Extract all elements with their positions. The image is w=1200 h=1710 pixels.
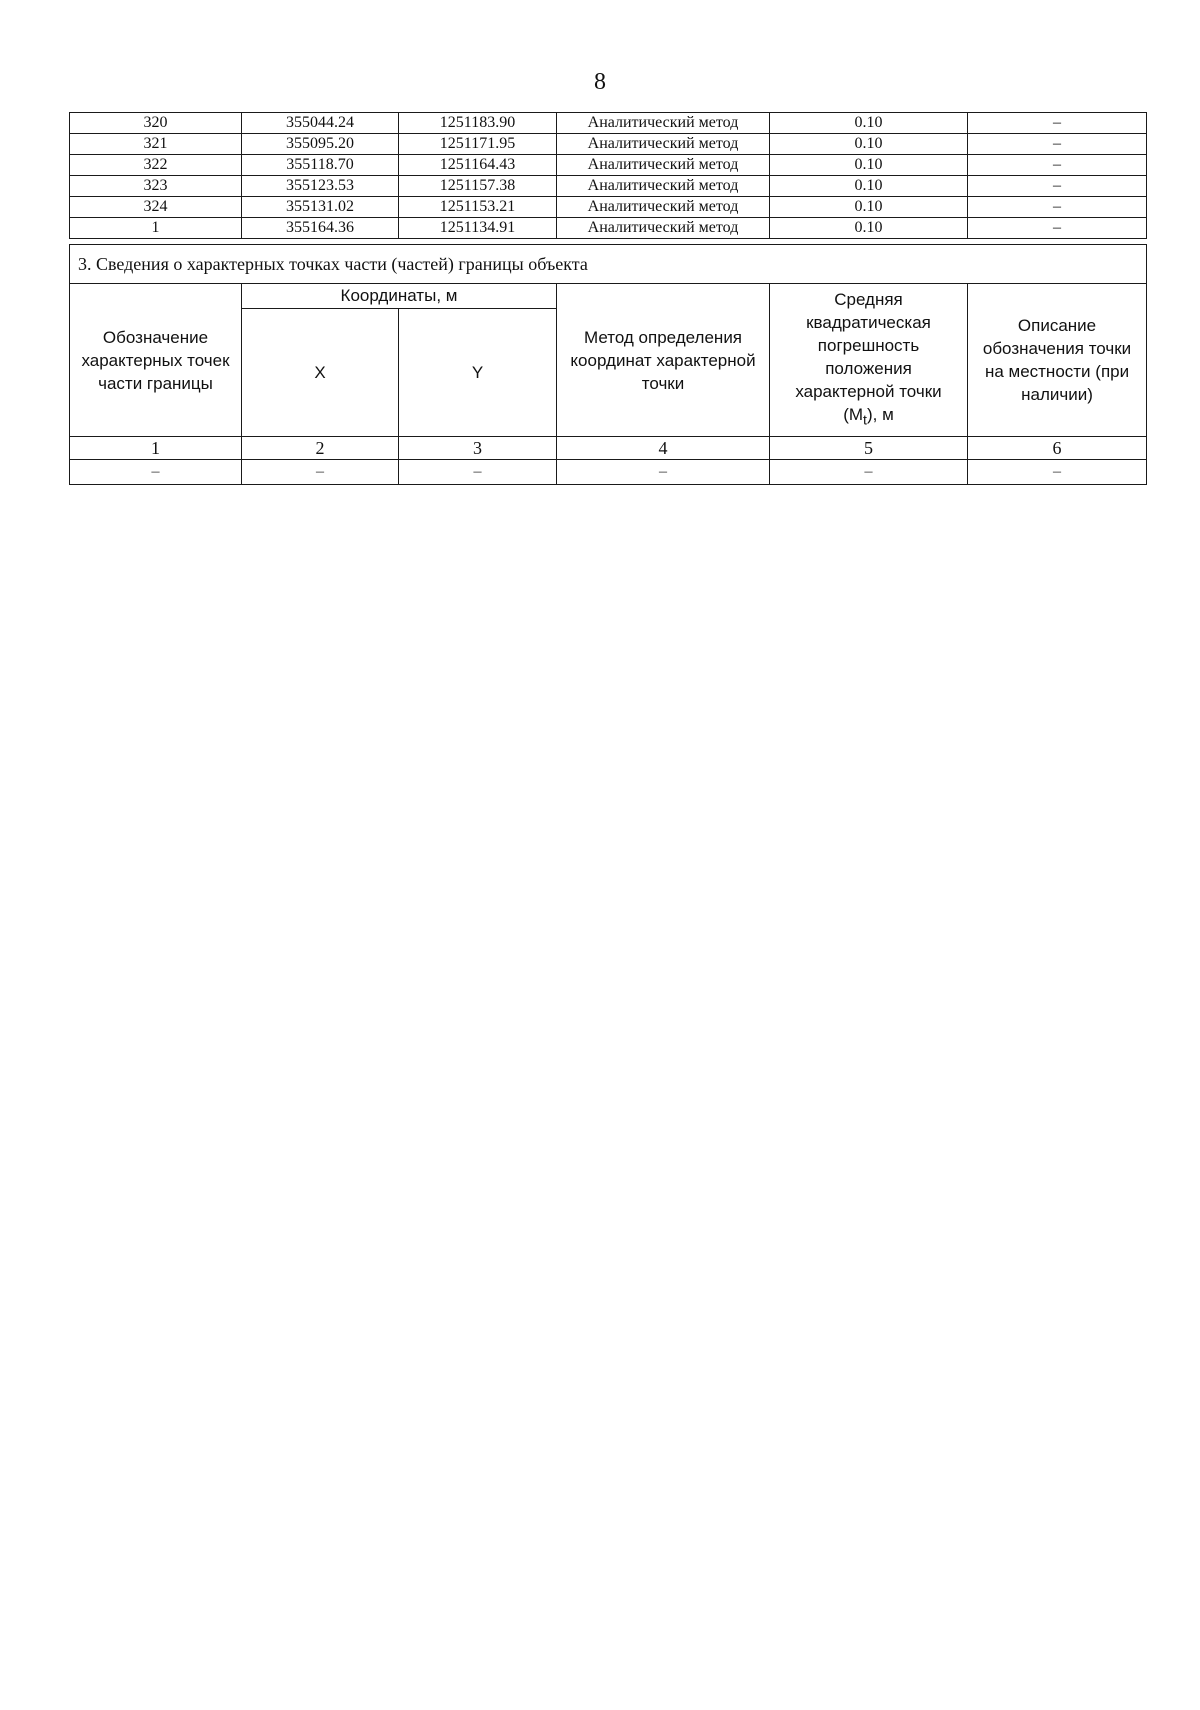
- column-number: 6: [968, 437, 1147, 460]
- point-cell: 323: [70, 176, 242, 197]
- column-number: 2: [242, 437, 399, 460]
- empty-value-cell: –: [399, 460, 557, 485]
- x-cell: 355095.20: [242, 134, 399, 155]
- column-number: 3: [399, 437, 557, 460]
- coordinates-table-body: [70, 113, 1147, 239]
- column-number: 1: [70, 437, 242, 460]
- table-row: [70, 197, 1147, 218]
- x-cell: 355123.53: [242, 176, 399, 197]
- point-cell: 321: [70, 134, 242, 155]
- method-cell: Аналитический метод: [557, 134, 770, 155]
- description-header: Описание обозначения точки на местности (при наличии): [968, 284, 1147, 437]
- error-cell: 0.10: [770, 134, 968, 155]
- table-row: [70, 155, 1147, 176]
- error-header: [770, 284, 968, 437]
- description-cell: –: [968, 197, 1147, 218]
- error-cell: 0.10: [770, 176, 968, 197]
- error-header-unit: ), м: [866, 405, 894, 424]
- page-number: 8: [594, 69, 606, 95]
- header-row: [70, 284, 1147, 309]
- point-cell: 1: [70, 218, 242, 239]
- y-header: Y: [399, 309, 557, 437]
- boundary-parts-table-body: [70, 245, 1147, 485]
- description-cell: –: [968, 134, 1147, 155]
- x-cell: 355164.36: [242, 218, 399, 239]
- method-cell: Аналитический метод: [557, 155, 770, 176]
- coordinates-header: Координаты, м: [242, 284, 557, 309]
- section-title: 3. Сведения о характерных точках части (частей) границы объекта: [70, 245, 1147, 284]
- table-row: [70, 134, 1147, 155]
- column-number: 5: [770, 437, 968, 460]
- column-number: 4: [557, 437, 770, 460]
- empty-value-cell: –: [70, 460, 242, 485]
- x-header: X: [242, 309, 399, 437]
- x-cell: 355044.24: [242, 113, 399, 134]
- description-cell: –: [968, 155, 1147, 176]
- column-numbers-row: [70, 437, 1147, 460]
- y-cell: 1251153.21: [399, 197, 557, 218]
- empty-value-cell: –: [770, 460, 968, 485]
- description-cell: –: [968, 218, 1147, 239]
- method-cell: Аналитический метод: [557, 197, 770, 218]
- error-header-text: Средняя квадратическая погрешность положения характерной точки (M: [795, 290, 942, 424]
- y-cell: 1251157.38: [399, 176, 557, 197]
- method-header: Метод определения координат характерной точки: [557, 284, 770, 437]
- point-designation-header: Обозначение характерных точек части границы: [70, 284, 242, 437]
- method-cell: Аналитический метод: [557, 113, 770, 134]
- table-row: [70, 460, 1147, 485]
- error-cell: 0.10: [770, 155, 968, 176]
- empty-value-cell: –: [968, 460, 1147, 485]
- coordinates-table: [69, 112, 1147, 239]
- y-cell: 1251164.43: [399, 155, 557, 176]
- table-row: [70, 113, 1147, 134]
- table-row: [70, 176, 1147, 197]
- error-cell: 0.10: [770, 197, 968, 218]
- empty-value-cell: –: [557, 460, 770, 485]
- description-cell: –: [968, 176, 1147, 197]
- empty-value-cell: –: [242, 460, 399, 485]
- method-cell: Аналитический метод: [557, 176, 770, 197]
- section-title-row: [70, 245, 1147, 284]
- x-cell: 355131.02: [242, 197, 399, 218]
- error-header-subscript: t: [863, 412, 867, 429]
- point-cell: 324: [70, 197, 242, 218]
- method-cell: Аналитический метод: [557, 218, 770, 239]
- error-cell: 0.10: [770, 113, 968, 134]
- point-cell: 322: [70, 155, 242, 176]
- error-cell: 0.10: [770, 218, 968, 239]
- boundary-parts-table: [69, 244, 1147, 485]
- description-cell: –: [968, 113, 1147, 134]
- x-cell: 355118.70: [242, 155, 399, 176]
- y-cell: 1251134.91: [399, 218, 557, 239]
- point-cell: 320: [70, 113, 242, 134]
- y-cell: 1251171.95: [399, 134, 557, 155]
- table-row: [70, 218, 1147, 239]
- y-cell: 1251183.90: [399, 113, 557, 134]
